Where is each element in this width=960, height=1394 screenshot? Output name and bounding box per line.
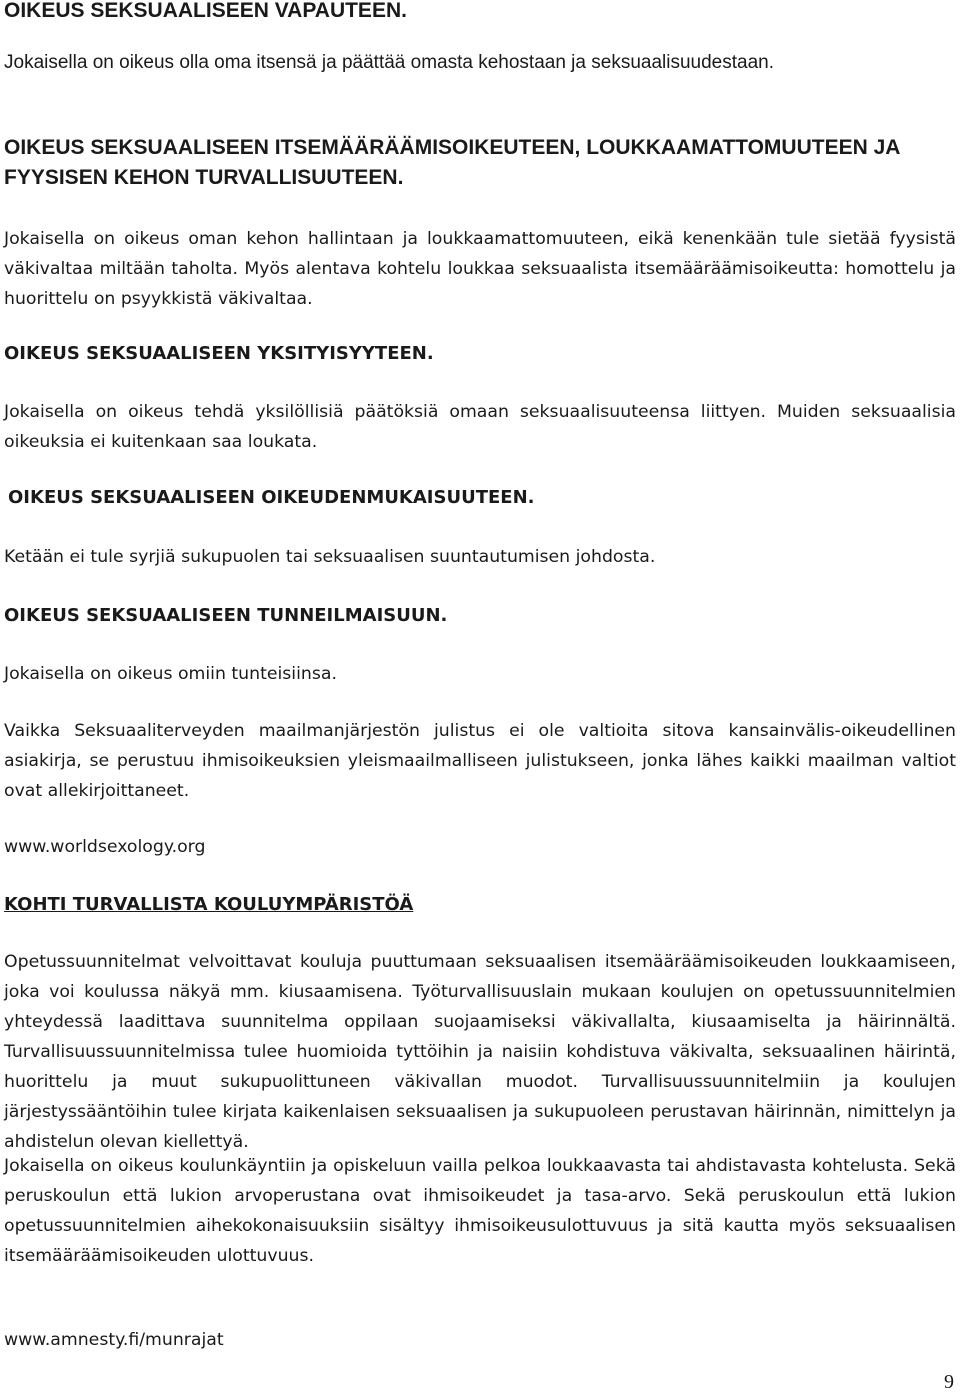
paragraph-self-determination: Jokaisella on oikeus oman kehon hallintaan ja loukkaamattomuuteen, eikä kenenkään tule sietää fyysistä väkivaltaa miltään taholta. Myös alentava kohtelu loukkaa seksuaalista itsemääräämisoikeutta: homottelu ja huorittelu on psyykkistä väkivaltaa. (4, 229, 956, 309)
heading-justice: OIKEUS SEKSUAALISEEN OIKEUDENMUKAISUUTEEN. (8, 487, 535, 508)
heading-self-determination: OIKEUS SEKSUAALISEEN ITSEMÄÄRÄÄMISOIKEUTEEN, LOUKKAAMATTOMUUTEEN JA FYYSISEN KEHON TURVALLISUUTEEN. (4, 136, 900, 189)
heading-sexual-freedom: OIKEUS SEKSUAALISEEN VAPAUTEEN. (4, 0, 407, 22)
paragraph-sexual-freedom: Jokaisella on oikeus olla oma itsensä ja päättää omasta kehostaan ja seksuaalisuudestaan. (4, 52, 774, 73)
paragraph-emotional-expression: Jokaisella on oikeus omiin tunteisiinsa. (4, 664, 337, 684)
paragraph-curriculum: Opetussuunnitelmat velvoittavat kouluja puuttumaan seksuaalisen itsemääräämisoikeuden loukkaamiseen, joka voi koulussa näkyä mm. kiusaamisena. Työturvallisuuslain mukaan koulujen on opetussuunnitelmien yhteydessä laadittava suunnitelma oppilaan suojaamiseksi väkivallalta, kiusaamiselta ja häirinnältä. Turvallisuussuunnitelmissa tulee huomioida tyttöihin ja naisiin kohdistuva väkivalta, seksuaalinen häirintä, huorittelu ja muut sukupuolittuneen väkivallan muodot. Turvallisuussuunnitelmiin ja koulujen järjestyssääntöihin tulee kirjata kaikenlaisen seksuaalisen ja sukupuoleen perustavan häirinnän, nimittelyn ja ahdistelun olevan kiellettyä. (4, 952, 956, 1152)
paragraph-school-rights: Jokaisella on oikeus koulunkäyntiin ja opiskeluun vailla pelkoa loukkaavasta tai ahdistavasta kohtelusta. Sekä peruskoulun että lukion arvoperustana ovat ihmisoikeudet ja tasa-arvo. Sekä peruskoulun että lukion opetussuunnitelmien aihekokonaisuuksiin sisältyy ihmisoikeusulottuvuus ja sitä kautta myös seksuaalisen itsemääräämisoikeuden ulottuvuus. (4, 1156, 956, 1266)
paragraph-justice: Ketään ei tule syrjiä sukupuolen tai seksuaalisen suuntautumisen johdosta. (4, 547, 656, 567)
paragraph-privacy: Jokaisella on oikeus tehdä yksilöllisiä päätöksiä omaan seksuaalisuuteensa liittyen. Muiden seksuaalisia oikeuksia ei kuitenkaan saa loukata. (4, 402, 956, 452)
link-worldsexology[interactable]: www.worldsexology.org (4, 837, 206, 857)
heading-emotional-expression: OIKEUS SEKSUAALISEEN TUNNEILMAISUUN. (4, 605, 448, 626)
heading-privacy: OIKEUS SEKSUAALISEEN YKSITYISYYTEEN. (4, 343, 434, 364)
paragraph-declaration-note: Vaikka Seksuaaliterveyden maailmanjärjestön julistus ei ole valtioita sitova kansainvälis-oikeudellinen asiakirja, se perustuu ihmisoikeuksien yleismaailmalliseen julistukseen, jonka lähes kaikki maailman valtiot ovat allekirjoittaneet. (4, 721, 956, 801)
page-number: 9 (944, 1371, 954, 1393)
heading-safe-school: KOHTI TURVALLISTA KOULUYMPÄRISTÖÄ (4, 894, 414, 915)
link-amnesty[interactable]: www.amnesty.fi/munrajat (4, 1330, 224, 1350)
